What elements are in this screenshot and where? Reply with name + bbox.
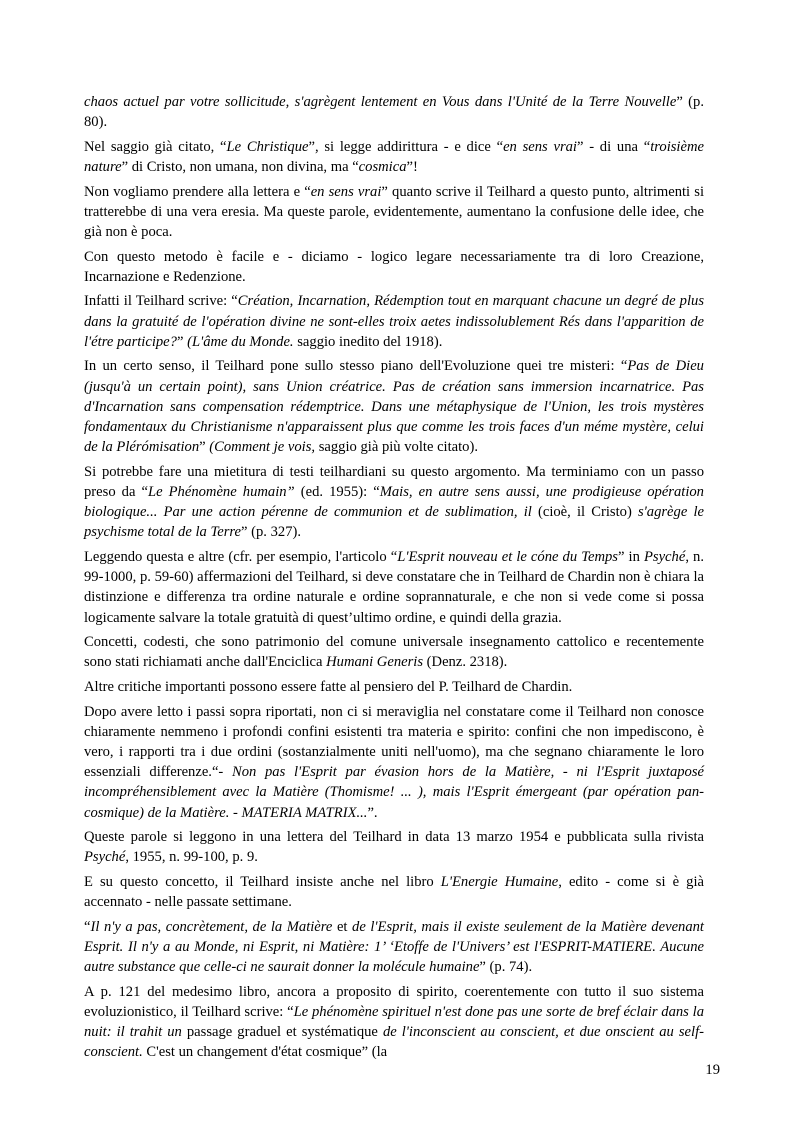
italic-text: L'Energie Humaine	[440, 874, 559, 890]
text-run: ” (p. 74).	[479, 959, 533, 976]
text-run: Con questo metodo è facile e - diciamo - logico legare necessariamente tra di loro Creazione, Incarnazione e Redenzione.	[84, 248, 704, 285]
italic-text: Psyché	[84, 849, 126, 866]
italic-text: Non pas l'Esprit par évasion hors de la Matière, - ni l'Esprit juxtaposé incompréhensiblement avec la Matière (Thomisme! ... ), mais l'Esprit émergeant (par opération pan-cosmique) de la Matière. - MATERIA MATRIX...	[84, 764, 705, 821]
text-run: A p. 121 del medesimo libro, ancora a proposito di spirito, coerentemente con tutto il suo sistema evoluzionistico, il Teilhard scrive: “	[84, 983, 704, 1020]
italic-text: Pas de Dieu (jusqu'à un certain point), sans Union créatrice. Pas de création sans immersion incarnatrice. Pas d'Incarnation sans compensation rédemptrice. Dans une métaphysique de l'Union, les trois mystères fondamentaux du Christianisme n'apparaissent plus que comme les trois faces d'un méme mystère, celui de la Plérómisation	[84, 358, 704, 456]
italic-text: Le phénomène spirituel n'est done pas une sorte de bref éclair dans la nuit: il trahit un	[84, 1004, 704, 1041]
italic-text: Mais, en autre sens aussi, une prodigieuse opération biologique... Par une action pérenne de communion et de sublimation, il	[84, 484, 704, 521]
paragraph	[84, 632, 704, 672]
paragraph	[84, 872, 704, 912]
text-run: In un certo senso, il Teilhard pone sullo stesso piano dell'Evoluzione quei tre misteri: “	[84, 358, 628, 375]
italic-text: (L'âme du Monde.	[187, 333, 294, 350]
text-run: ” - di una “	[576, 138, 651, 155]
text-run: Nel saggio già citato, “	[84, 138, 227, 155]
text-run: C'est un changement d'état cosmique” (la	[142, 1044, 388, 1061]
italic-text: Le Christique	[226, 138, 309, 155]
paragraph	[84, 547, 704, 628]
text-run: (Denz. 2318).	[423, 654, 508, 671]
text-run: ”	[199, 439, 210, 456]
text-run: Altre critiche importanti possono essere fatte al pensiero del P. Teilhard de Chardin.	[84, 679, 573, 695]
text-run: , edito - come si è già accennato - nelle passate settimane.	[84, 874, 704, 911]
text-run: Dopo avere letto i passi sopra riportati, non ci si meraviglia nel constatare come il Teilhard non conosce chiaramente nemmeno i profondi confini esistenti tra materia e spirito: confini che non impediscono, è vero, i rapporti tra i due ordini (sostanzialmente uniti nell'uomo), ma che segnano chiaramente le loro essenziali differenze.“-	[84, 703, 704, 781]
text-run: Non vogliamo prendere alla lettera e “	[84, 183, 311, 200]
text-run: , n. 99-1000, p. 59-60) affermazioni del Teilhard, si deve constatare che in Teilhard de Chardin non è chiara la distinzione e differenza tra ordine naturale e ordine soprannaturale, e che non si vede come si possa logicamente salvare la totale gratuità di quest’ultimo ordine, e quindi della grazia.	[84, 549, 704, 626]
paragraph	[84, 462, 704, 543]
paragraph	[84, 917, 704, 978]
paragraph	[84, 291, 704, 352]
text-run: ” quanto scrive il Teilhard a questo punto, altrimenti si tratterebbe di una vera eresia. Ma queste parole, evidentemente, aumentano la confusione delle idee, che già non è poca.	[84, 183, 704, 240]
italic-text: Création, Incarnation, Rédemption tout en marquant chacune un degré de plus dans la gratuité de l'opération divine ne sont-elles troix aetes indissolublement Rés dans l'apparition de l'étre participe?	[84, 293, 704, 350]
italic-text: en sens vrai	[310, 183, 382, 200]
text-run: ” di Cristo, non umana, non divina, ma “	[121, 159, 359, 175]
text-run: (cioè, il Cristo)	[531, 504, 638, 521]
text-run: ” in	[618, 549, 644, 565]
italic-text: chaos actuel par votre sollicitude, s'agrègent lentement en Vous dans l'Unité de la Terre Nouvelle	[84, 94, 677, 110]
paragraph	[84, 982, 704, 1063]
italic-text: Le Phénomène humain”	[147, 484, 295, 500]
italic-text: de l'inconscient au conscient, et due onscient au self-conscient.	[84, 1024, 704, 1061]
paragraph	[84, 827, 704, 867]
text-run: ” (p. 80).	[84, 94, 704, 131]
paragraph	[84, 247, 704, 287]
text-run: ”, si legge addirittura - e dice “	[308, 138, 504, 155]
document-body	[84, 92, 704, 1067]
page-number: 19	[705, 1062, 720, 1078]
italic-text: Il n'y a pas, concrètement, de la Matière	[90, 918, 333, 935]
italic-text: en sens vrai	[503, 138, 577, 155]
text-run: “	[84, 918, 91, 935]
text-run: Infatti il Teilhard scrive: “	[84, 293, 238, 310]
paragraph	[84, 137, 704, 177]
paragraph	[84, 702, 704, 823]
text-run: ”.	[367, 804, 378, 821]
text-run: et	[332, 918, 353, 935]
text-run: saggio inedito del 1918).	[293, 333, 443, 350]
italic-text: Psyché	[643, 549, 686, 565]
text-run: (ed. 1955): “	[294, 484, 380, 500]
italic-text: Humani Generis	[326, 654, 424, 671]
italic-text: s'agrège le psychisme total de la Terre	[84, 504, 704, 541]
paragraph	[84, 356, 704, 457]
text-run: ”!	[406, 159, 418, 175]
italic-text: (Comment je vois,	[209, 439, 316, 456]
text-run: , 1955, n. 99-100, p. 9.	[125, 849, 258, 866]
italic-text: troisième nature	[84, 138, 704, 175]
paragraph	[84, 677, 704, 697]
italic-text: cosmica	[358, 159, 407, 175]
italic-text: de l'Esprit, mais il existe seulement de la Matière devenant Esprit. Il n'y a au Monde, ni Esprit, ni Matière: 1’ ‘Etoffe de l'Univers’ est l'ESPRIT-MATIERE. Aucune autre substance que celle-ci ne saurait donner la molécule humaine	[84, 918, 704, 976]
text-run: ” (p. 327).	[241, 524, 301, 541]
text-run: ”	[176, 333, 188, 350]
text-run: Queste parole si leggono in una lettera del Teilhard in data 13 marzo 1954 e pubblicata sulla rivista	[84, 829, 704, 846]
text-run: Si potrebbe fare una mietitura di testi teilhardiani su questo argomento. Ma terminiamo con un passo preso da “	[84, 463, 704, 500]
text-run: E su questo concetto, il Teilhard insiste anche nel libro	[84, 874, 441, 890]
paragraph	[84, 182, 704, 243]
italic-text: L'Esprit nouveau et le cóne du Temps	[397, 549, 618, 565]
text-run: passage graduel et systématique	[181, 1024, 383, 1041]
paragraph	[84, 92, 704, 132]
text-run: Concetti, codesti, che sono patrimonio del comune universale insegnamento cattolico e recentemente sono stati richiamati anche dall'Enciclica	[84, 634, 704, 671]
text-run: saggio già più volte citato).	[315, 439, 478, 456]
text-run: Leggendo questa e altre (cfr. per esempio, l'articolo “	[84, 549, 398, 565]
